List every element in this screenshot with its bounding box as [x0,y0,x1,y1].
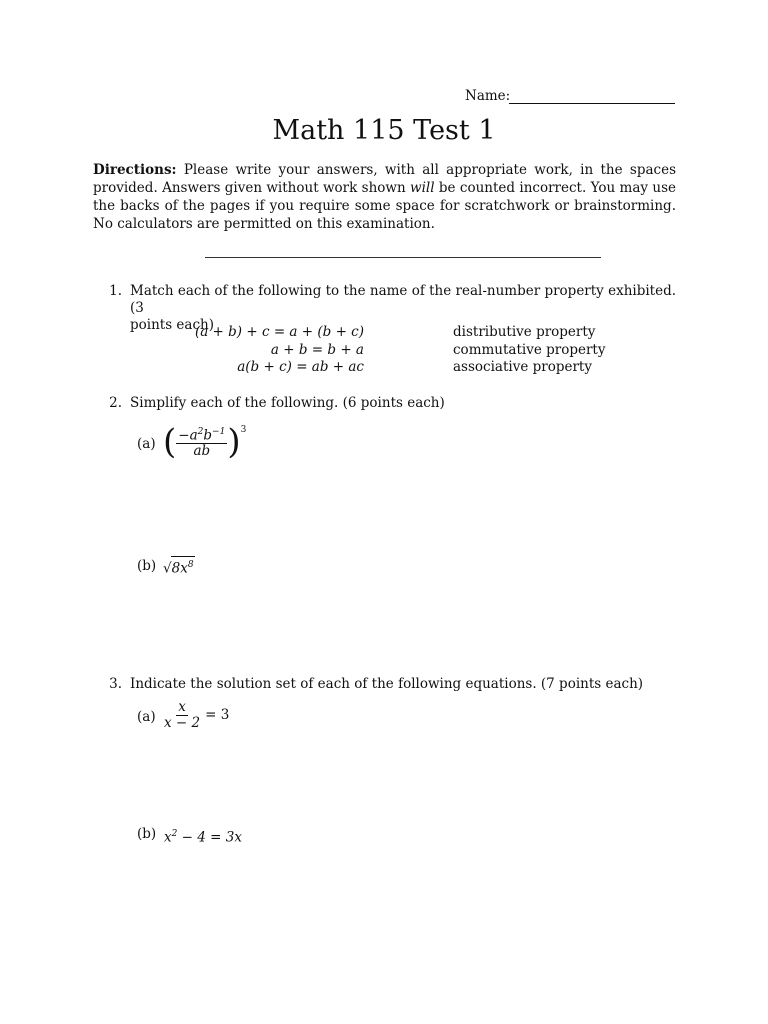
question-2-number: 2. [109,395,122,411]
section-divider [205,257,601,258]
left-paren: ( [163,422,177,462]
directions-text-1: Please write your answers, with all appropriate work, in the spaces provided. Answers given without work shown [93,162,676,196]
question-2-text: Simplify each of the following. (6 points each) [130,395,445,411]
question-3a-expression [162,700,229,731]
question-2a-fraction [176,425,227,460]
question-3a-label: (a) [137,709,156,725]
directions-label: Directions: [93,162,177,178]
question-2a-denominator: ab [193,443,211,460]
question-3a-numerator: x [178,699,186,715]
question-3b-label: (b) [137,826,157,842]
question-2b-label: (b) [137,558,157,574]
directions-paragraph [93,161,676,233]
name-field-line[interactable] [509,103,675,104]
question-3-text: Indicate the solution set of each of the following equations. (7 points each) [130,676,644,692]
question-2a-expression [163,420,246,464]
radical-sign: √ [163,560,172,577]
equation-2: a + b = b + a [270,342,364,358]
question-2a-numerator: $-a^2b^{-1}$ [178,426,226,444]
question-2b-radicand: $8x^8$ [171,556,195,578]
property-2: commutative property [453,342,606,358]
name-label: Name: [465,88,511,104]
question-3a-rhs: = 3 [205,707,230,723]
directions-text-2: be counted incorrect. You may use the backs of the pages if you require some space for scratchwork or brainstorming. No calculators are permitted on this examination. [93,180,676,232]
property-3: associative property [453,359,592,375]
directions-emphasis: will [410,180,435,196]
question-2b-expression [163,556,195,578]
page-title: Math 115 Test 1 [272,115,496,146]
question-3-number: 3. [109,676,122,692]
right-paren: ) [227,422,241,462]
question-1-text-line2: points each) [130,317,214,333]
question-2a-label: (a) [137,436,156,452]
question-3b-expression: $x^2 - 4 = 3x$ [164,829,242,846]
question-1-text-line1: Match each of the following to the name of the real-number property exhibited. (3 [130,283,677,316]
question-1-number: 1. [109,283,122,299]
question-3a-denominator: x − 2 [164,715,201,731]
question-2a-outer-exponent: 3 [240,425,247,435]
equation-1: (a + b) + c = a + (b + c) [194,324,364,340]
property-1: distributive property [453,324,596,340]
equation-3: a(b + c) = ab + ac [237,359,364,375]
question-3a-fraction [162,700,202,731]
